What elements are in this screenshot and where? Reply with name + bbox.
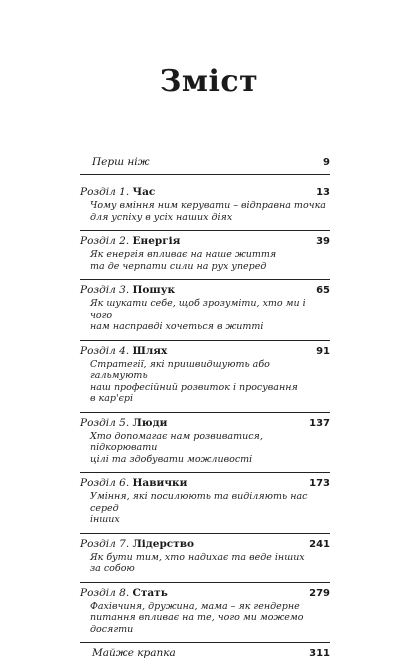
table-of-contents bbox=[80, 155, 330, 664]
toc-entry-title: Енергія bbox=[132, 235, 181, 247]
toc-entry-label: Розділ 6. bbox=[80, 477, 130, 489]
toc-entry-description: Чому вміння ним керувати – відправна точка для успіху в усіх наших діях bbox=[90, 200, 326, 223]
toc-entry-chapter-1[interactable] bbox=[80, 185, 330, 226]
toc-entry-label: Розділ 4. bbox=[80, 344, 130, 357]
toc-entry-chapter-6[interactable] bbox=[80, 472, 330, 529]
toc-entry-label: Розділ 2. bbox=[80, 235, 130, 247]
toc-entry-title: Люди bbox=[132, 416, 168, 429]
toc-entry-page: 311 bbox=[309, 648, 330, 659]
toc-entry-description: Фахівчиня, дружина, мама – як гендерне питання впливає на те, чого ми можемо досягти bbox=[90, 600, 304, 635]
toc-entry-label: Розділ 3. bbox=[80, 284, 130, 296]
toc-entry-label: Розділ 1. bbox=[80, 186, 130, 198]
toc-entry-chapter-7[interactable] bbox=[80, 533, 330, 578]
toc-entry-label: Розділ 7. bbox=[80, 537, 130, 550]
toc-entry-label: Майже крапка bbox=[92, 647, 176, 659]
toc-entry-description: Уміння, які посилюють та виділяють нас серед інших bbox=[90, 491, 308, 525]
page-title: Зміст bbox=[159, 64, 259, 99]
toc-entry-page: 39 bbox=[316, 236, 330, 247]
toc-entry-description: Хто допомагає нам розвиватися, підкорювати цілі та здобувати можливості bbox=[90, 430, 263, 465]
toc-entry-label: Розділ 5. bbox=[80, 416, 130, 429]
toc-entry-page: 91 bbox=[316, 345, 330, 357]
toc-entry-description: Як енергія впливає на наше життя та де черпати сили на рух уперед bbox=[90, 249, 277, 272]
toc-entry-title: Час bbox=[132, 186, 156, 198]
toc-entry-chapter-8[interactable] bbox=[80, 582, 330, 639]
toc-entry-page: 9 bbox=[323, 157, 330, 168]
toc-entry-chapter-5[interactable] bbox=[80, 412, 330, 469]
toc-entry-chapter-4[interactable] bbox=[80, 340, 330, 408]
toc-entry-page: 173 bbox=[309, 478, 330, 489]
toc-entry-page: 279 bbox=[309, 587, 330, 599]
toc-entry-label: Розділ 8. bbox=[80, 586, 130, 599]
toc-entry-description: Як бути тим, хто надихає та веде інших за собою bbox=[90, 551, 305, 574]
toc-entry-description: Стратегії, які пришвидшують або гальмують наш професійний розвиток і просування в кар'єрі bbox=[90, 358, 298, 404]
toc-entry-page: 13 bbox=[316, 187, 330, 198]
toc-entry-description: Як шукати себе, щоб зрозуміти, хто ми і чого нам насправді хочеться в житті bbox=[90, 298, 306, 332]
toc-entry-page: 137 bbox=[309, 417, 330, 429]
toc-entry-chapter-2[interactable] bbox=[80, 230, 330, 275]
toc-entry-title: Шлях bbox=[132, 344, 168, 357]
toc-entry-title: Навички bbox=[132, 477, 188, 489]
toc-entry-title: Стать bbox=[132, 586, 168, 599]
toc-entry-page: 65 bbox=[316, 285, 330, 296]
toc-entry-title: Лідерство bbox=[132, 537, 195, 550]
toc-entry-label: Перш ніж bbox=[92, 156, 150, 168]
toc-entry-title: Пошук bbox=[132, 284, 176, 296]
toc-entry-outro[interactable] bbox=[80, 642, 330, 664]
toc-entry-page: 241 bbox=[309, 538, 330, 550]
toc-entry-chapter-3[interactable] bbox=[80, 279, 330, 336]
toc-entry-intro[interactable] bbox=[80, 155, 330, 175]
